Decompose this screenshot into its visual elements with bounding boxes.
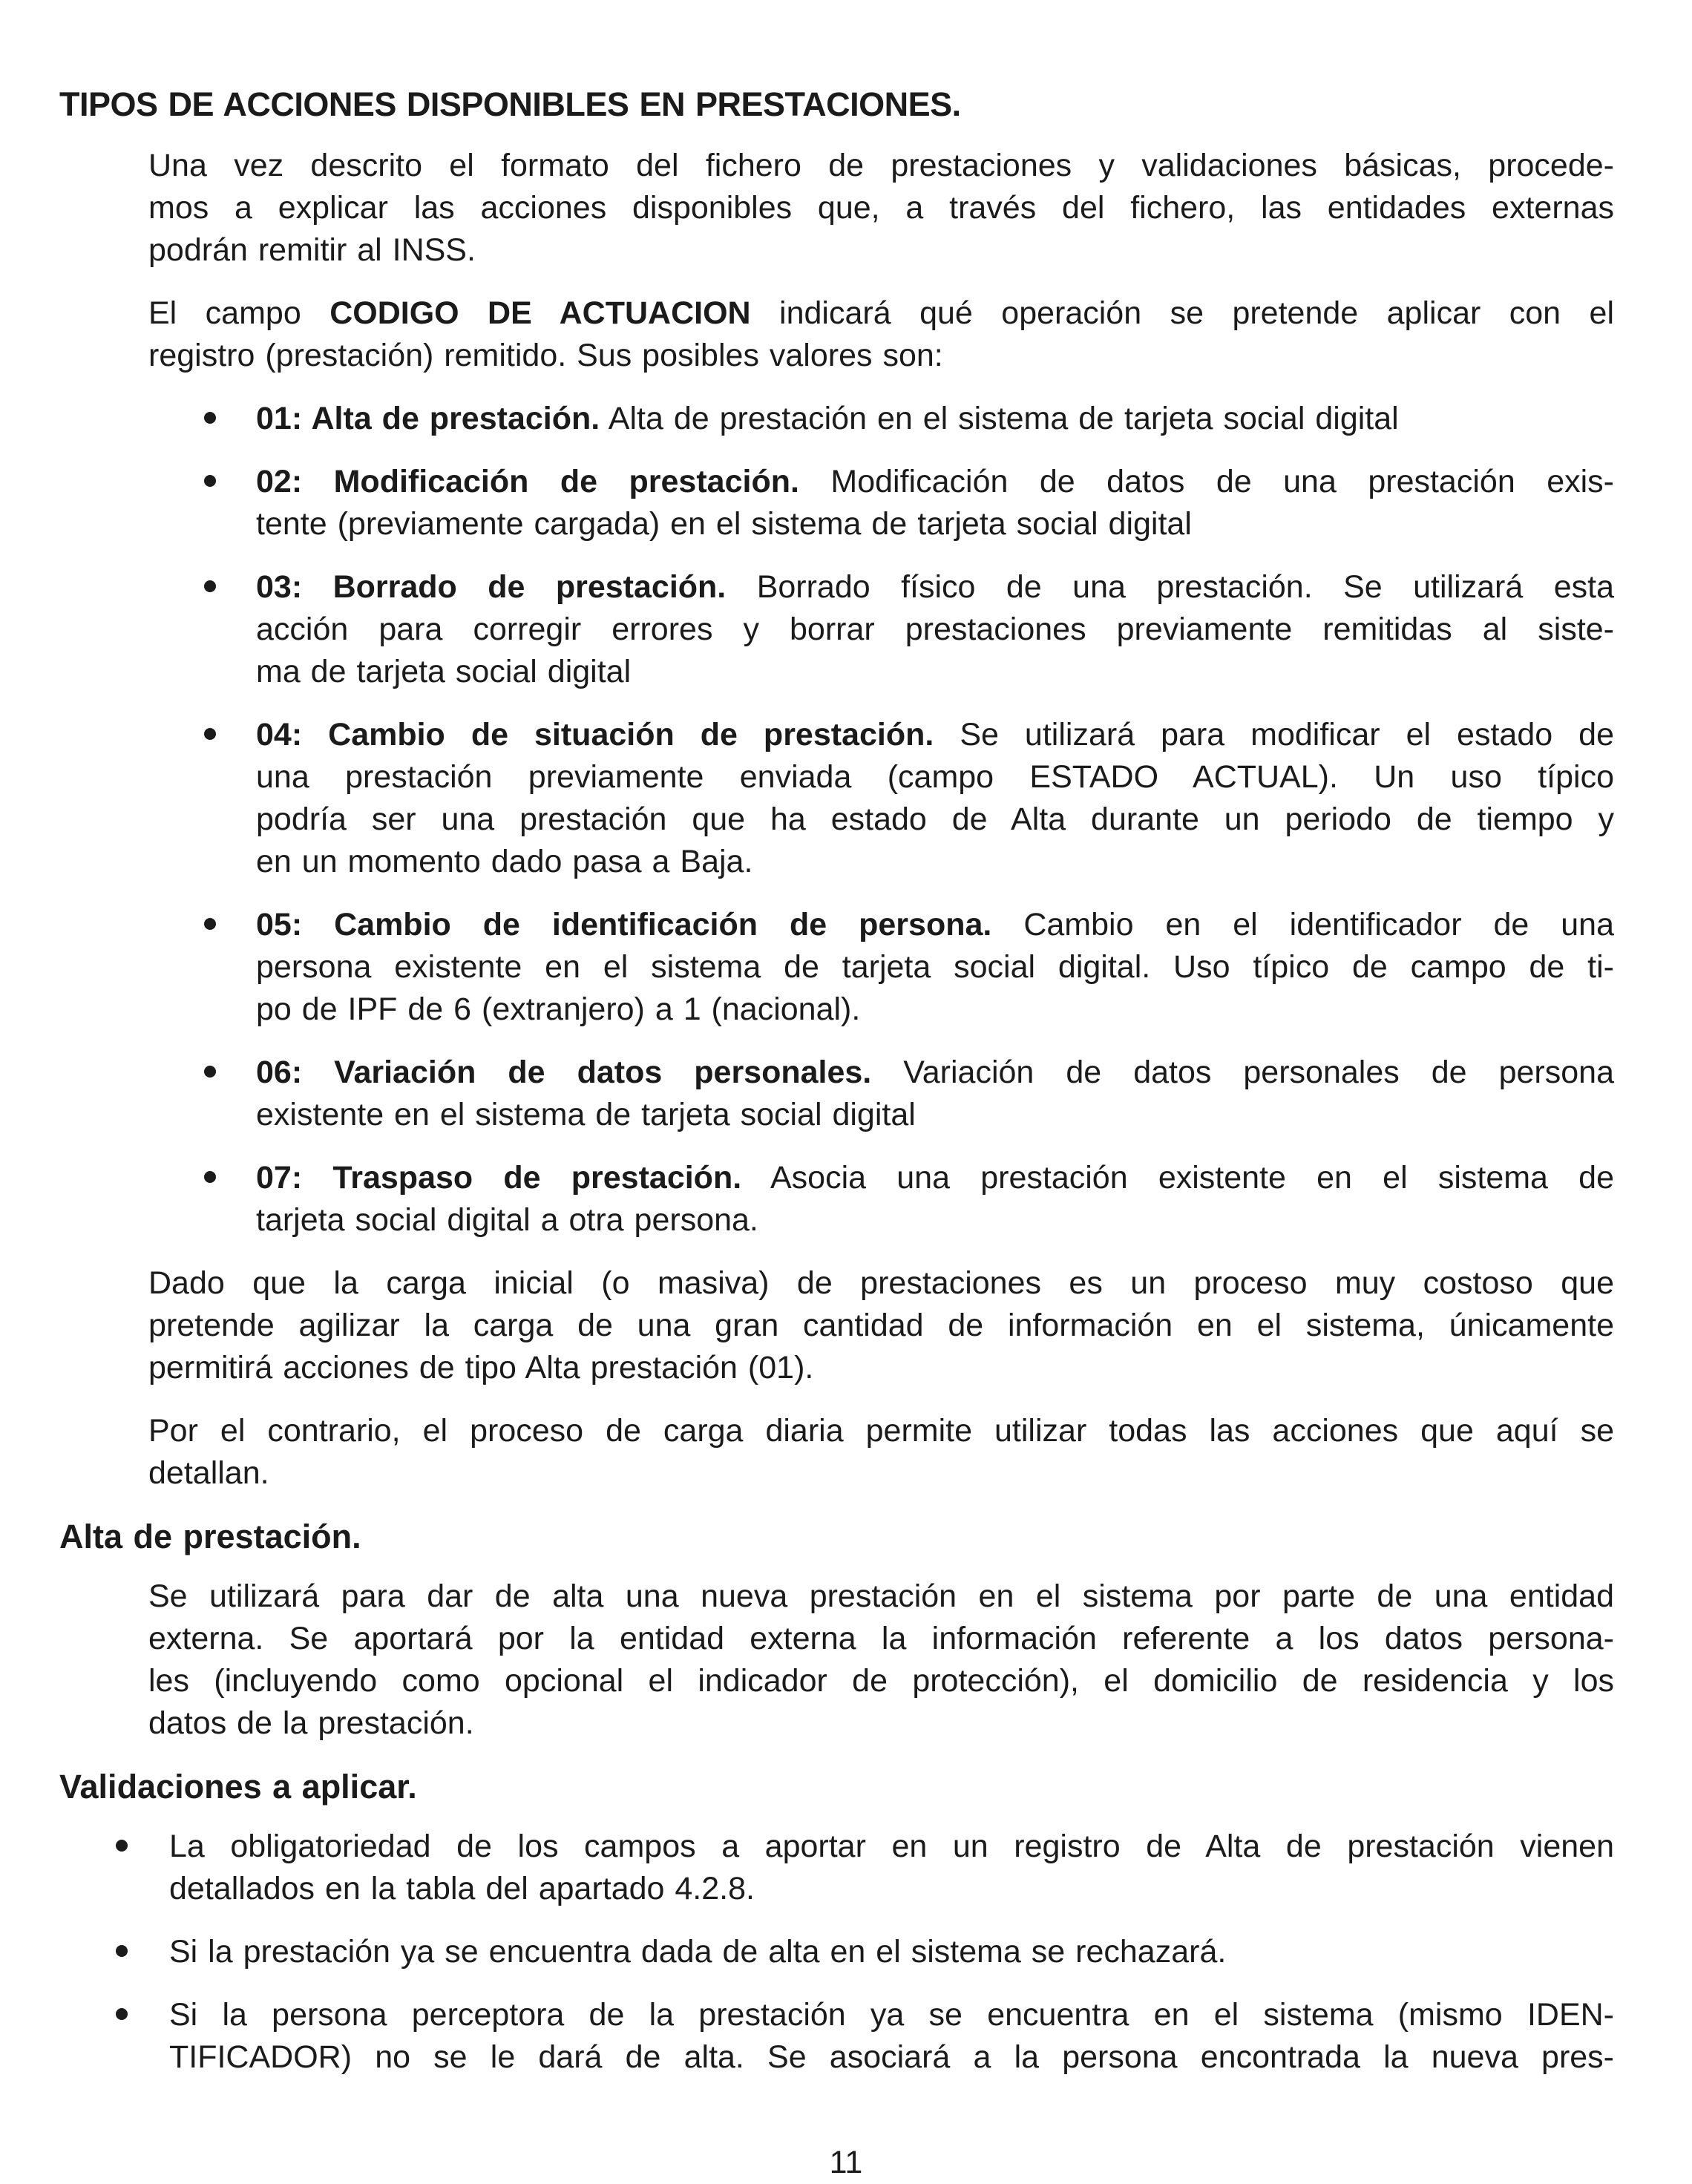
- text-line: Si la prestación ya se encuentra dada de alta en el sistema se rechazará.: [169, 1934, 1227, 1970]
- bullet-icon: [116, 2008, 128, 2020]
- bullet-icon: [204, 1066, 216, 1078]
- text-line: [256, 904, 1614, 946]
- carga-inicial-paragraph: [148, 1262, 1614, 1389]
- text-line: Dado que la carga inicial (o masiva) de prestaciones es un proceso muy costoso que: [148, 1265, 1614, 1301]
- section-heading-alta: Alta de prestación.: [59, 1518, 361, 1555]
- text-line: detallados en la tabla del apartado 4.2.8.: [169, 1871, 755, 1906]
- action-label: 02: Modificación de prestación.: [256, 464, 799, 499]
- list-item-validation-1: [169, 1826, 1614, 1910]
- text-line: persona existente en el sistema de tarjeta social digital. Uso típico de campo de ti-: [256, 949, 1614, 985]
- text-line: una prestación previamente enviada (campo ESTADO ACTUAL). Un uso típico: [256, 759, 1614, 795]
- list-item-action-04: [256, 714, 1614, 883]
- bullet-icon: [116, 1840, 128, 1852]
- text-line: les (incluyendo como opcional el indicador de protección), el domicilio de residencia y los: [148, 1663, 1614, 1699]
- action-label: 03: Borrado de prestación.: [256, 569, 727, 605]
- validations-list: [169, 1826, 1614, 2079]
- text-line: tente (previamente cargada) en el sistema de tarjeta social digital: [256, 506, 1192, 542]
- text-segment: Modificación de datos de una prestación exis-: [799, 464, 1614, 499]
- text-line: podrán remitir al INSS.: [148, 232, 476, 268]
- text-segment: Borrado físico de una prestación. Se utilizará esta: [726, 569, 1614, 605]
- page-number: 11: [829, 2145, 863, 2180]
- action-label: 06: Variación de datos personales.: [256, 1055, 872, 1090]
- page-title: TIPOS DE ACCIONES DISPONIBLES EN PRESTACIONES.: [59, 85, 961, 123]
- text-line: acción para corregir errores y borrar prestaciones previamente remitidas al siste-: [256, 611, 1614, 647]
- alta-paragraph: [148, 1575, 1614, 1745]
- action-label: 01: Alta de prestación.: [256, 401, 600, 436]
- text-line: detallan.: [148, 1455, 269, 1491]
- bullet-icon: [204, 728, 216, 740]
- text-segment: Cambio en el identificador de una: [991, 907, 1614, 942]
- list-item-action-07: [256, 1157, 1614, 1242]
- text-segment: Asocia una prestación existente en el sistema de: [741, 1160, 1615, 1196]
- text-line: datos de la prestación.: [148, 1705, 474, 1741]
- bullet-icon: [116, 1945, 128, 1957]
- text-line: [256, 1157, 1614, 1199]
- list-item-action-06: [256, 1052, 1614, 1136]
- text-line: [256, 461, 1614, 503]
- text-line: TIFICADOR) no se le dará de alta. Se asociará a la persona encontrada la nueva pres-: [169, 2039, 1614, 2075]
- text-line: ma de tarjeta social digital: [256, 654, 632, 689]
- text-line: pretende agilizar la carga de una gran cantidad de información en el sistema, únicamente: [148, 1308, 1614, 1343]
- intro-paragraph-1: [148, 145, 1614, 272]
- text-line: [256, 398, 1614, 440]
- list-item-action-01: [256, 398, 1614, 440]
- text-segment: indicará qué operación se pretende aplicar con el: [750, 295, 1614, 331]
- list-item-validation-3: [169, 1994, 1614, 2079]
- text-segment: Variación de datos personales de persona: [871, 1055, 1614, 1090]
- bullet-icon: [204, 412, 216, 424]
- list-item-validation-2: [169, 1931, 1614, 1973]
- text-segment: El campo: [148, 295, 330, 331]
- list-item-action-05: [256, 904, 1614, 1031]
- text-line: en un momento dado pasa a Baja.: [256, 844, 753, 879]
- text-line: [256, 566, 1614, 609]
- text-line: tarjeta social digital a otra persona.: [256, 1202, 758, 1238]
- text-line: Una vez descrito el formato del fichero de prestaciones y validaciones básicas, procede-: [148, 148, 1614, 183]
- text-line: registro (prestación) remitido. Sus posibles valores son:: [148, 338, 943, 373]
- text-line: [148, 292, 1614, 335]
- list-item-action-02: [256, 461, 1614, 545]
- bullet-icon: [204, 918, 216, 930]
- field-name-bold: CODIGO DE ACTUACION: [329, 295, 751, 331]
- text-line: La obligatoriedad de los campos a aportar en un registro de Alta de prestación vienen: [169, 1829, 1614, 1864]
- text-line: Se utilizará para dar de alta una nueva prestación en el sistema por parte de una entidad: [148, 1578, 1614, 1614]
- action-codes-list: [256, 398, 1614, 1242]
- text-line: [256, 714, 1614, 756]
- bullet-icon: [204, 1171, 216, 1183]
- text-line: Si la persona perceptora de la prestación ya se encuentra en el sistema (mismo IDEN-: [169, 1997, 1614, 2033]
- text-line: po de IPF de 6 (extranjero) a 1 (nacional).: [256, 991, 861, 1027]
- bullet-icon: [204, 580, 216, 592]
- action-label: 07: Traspaso de prestación.: [256, 1160, 742, 1196]
- text-line: [256, 1052, 1614, 1094]
- bullet-icon: [204, 475, 216, 487]
- text-line: Por el contrario, el proceso de carga diaria permite utilizar todas las acciones que aquí se: [148, 1413, 1614, 1449]
- list-item-action-03: [256, 566, 1614, 693]
- text-line: externa. Se aportará por la entidad externa la información referente a los datos persona-: [148, 1621, 1614, 1656]
- text-line: podría ser una prestación que ha estado de Alta durante un periodo de tiempo y: [256, 801, 1614, 837]
- section-heading-validaciones: Validaciones a aplicar.: [59, 1768, 417, 1806]
- action-label: 05: Cambio de identificación de persona.: [256, 907, 992, 942]
- intro-paragraph-2: [148, 292, 1614, 377]
- action-label: 04: Cambio de situación de prestación.: [256, 717, 934, 752]
- text-line: permitirá acciones de tipo Alta prestación (01).: [148, 1350, 814, 1386]
- carga-diaria-paragraph: [148, 1410, 1614, 1495]
- text-line: existente en el sistema de tarjeta social digital: [256, 1097, 916, 1132]
- text-segment: Alta de prestación en el sistema de tarjeta social digital: [600, 401, 1399, 436]
- text-line: mos a explicar las acciones disponibles que, a través del fichero, las entidades externas: [148, 190, 1614, 226]
- text-segment: Se utilizará para modificar el estado de: [934, 717, 1614, 752]
